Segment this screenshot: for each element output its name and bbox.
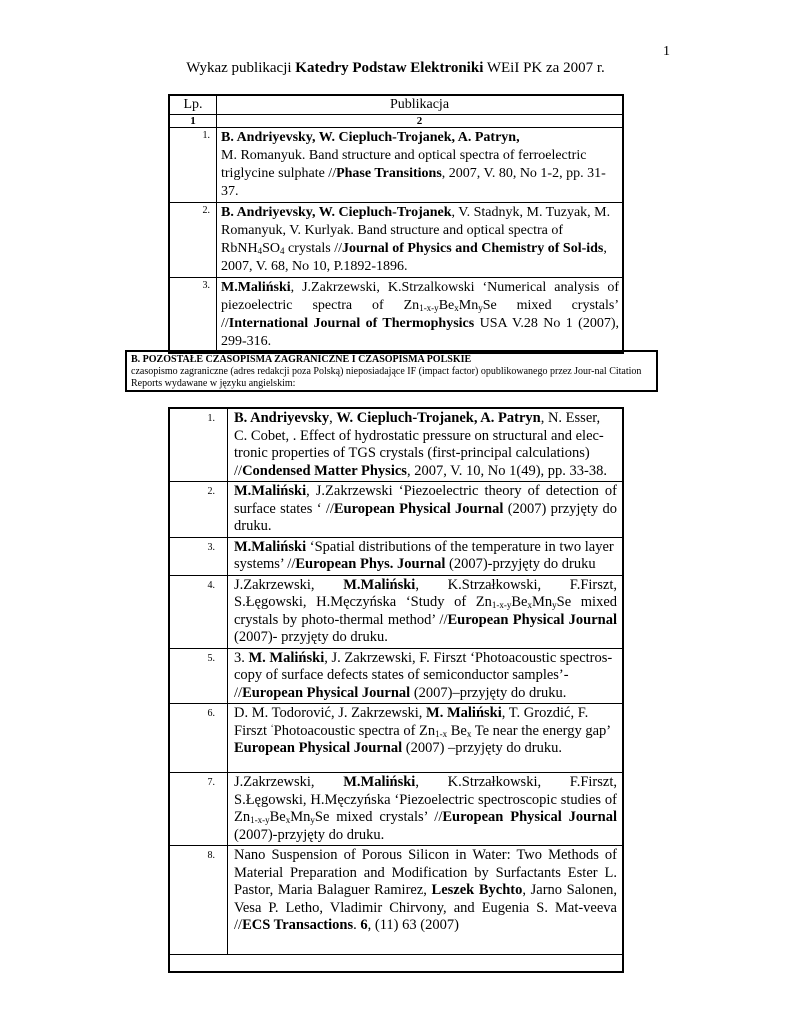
journal-name: International Journal of Thermophysics: [228, 316, 475, 331]
subscript: x: [285, 815, 291, 825]
entry-text: Mn: [458, 298, 479, 313]
row-number: 6.: [169, 704, 228, 773]
entry-text: , V. Stadnyk, M. Tuzyak, M. Romanyuk, V. Kurlyak. Band structure and optical spectra of RbNH: [221, 205, 611, 256]
authors: M.Maliński: [343, 576, 416, 593]
journal-name: European Physical Journal: [242, 684, 411, 701]
title-department: Katedry Podstaw Elektroniki: [295, 60, 484, 76]
subscript: x: [527, 600, 532, 610]
table-row: [169, 704, 623, 773]
table-empty-row: [169, 955, 623, 973]
entry-details: (2007)- przyjęty do druku.: [234, 629, 388, 645]
journal-name: European Physical Journal: [234, 740, 403, 756]
journal-name: European Physical Journal: [333, 500, 504, 517]
publication-entry: [217, 278, 624, 354]
entry-text: , J. Zakrzewski, F. Firszt ‘Photoacoustic spectros-copy of surface defects states of semiconductor samples’- //: [234, 649, 613, 701]
entry-details: (2007)–przyjęty do druku.: [410, 684, 567, 701]
table-row: [169, 846, 623, 955]
authors: M. Maliński: [426, 705, 502, 721]
publication-entry: [217, 128, 624, 203]
header-publication: Publikacja: [217, 95, 624, 115]
row-number: 8.: [169, 846, 228, 955]
subscript: y: [552, 600, 557, 610]
table-column-number-row: [169, 115, 623, 128]
subscript: x: [466, 728, 472, 739]
table-row: [169, 575, 623, 648]
row-number: 3.: [169, 278, 217, 354]
authors: Leszek Bychto: [431, 882, 523, 898]
journal-name: Phase Transitions: [336, 166, 442, 181]
publication-entry: [228, 648, 624, 704]
header-lp: Lp.: [169, 95, 217, 115]
table-row: [169, 203, 623, 278]
entry-text: Be: [269, 809, 286, 825]
publication-entry: [228, 773, 624, 846]
authors: B. Andriyevsky: [234, 410, 330, 426]
table-row: [169, 278, 623, 354]
publication-entry: [228, 846, 624, 955]
table-row: [169, 537, 623, 575]
volume-number: 6: [360, 917, 368, 933]
subscript: 1-x-y: [491, 600, 512, 610]
entry-details: (2007)-przyjęty do druku: [445, 556, 596, 572]
entry-text: J.Zakrzewski,: [234, 576, 344, 593]
publication-entry: [228, 575, 624, 648]
row-number: 7.: [169, 773, 228, 846]
entry-details: (2007) –przyjęty do druku.: [402, 740, 562, 756]
entry-text: ,: [329, 410, 337, 426]
subscript: 1-x-y: [250, 815, 270, 825]
authors: M.Maliński: [221, 280, 291, 295]
title-prefix: Wykaz publikacji: [186, 60, 292, 76]
entry-text: crystals //: [284, 241, 343, 256]
entry-text: SO: [262, 241, 280, 256]
entry-details: , 2007, V. 68, No 10, P.1892-1896.: [221, 241, 607, 274]
entry-text: Be: [447, 722, 467, 739]
entry-text: , K.Strzałkowski, F.Firszt, S.Łęgowski, H.Męczyńska ‘Study of Zn: [234, 576, 617, 610]
publication-entry: [228, 704, 624, 773]
entry-details: , 2007, V. 80, No 1-2, pp. 31-37.: [221, 166, 606, 199]
entry-text: Te near the energy gap’: [471, 722, 611, 739]
column-number-lp: 1: [169, 115, 217, 128]
entry-text: Se mixed crystals’ //: [314, 809, 443, 825]
title-suffix: WEiI PK za 2007 r.: [486, 60, 605, 76]
subscript: y: [310, 815, 315, 825]
section-b-description: czasopismo zagraniczne (adres redakcji poza Polską) nieposiadające IF (impact factor) opublikowanego przez Jour-nal Citation Reports wydawane w języku angielskim:: [131, 366, 642, 389]
subscript: 4: [257, 246, 263, 256]
publications-table-a: [168, 94, 624, 354]
row-number: 2.: [169, 482, 228, 538]
authors: M.Maliński: [343, 774, 416, 790]
journal-name: European Physical Journal: [442, 809, 617, 825]
journal-name: European Physical Journal: [447, 611, 617, 628]
entry-text: , T. Grozdić, F. Firszt: [234, 705, 589, 739]
entry-text: Nano Suspension of Porous Silicon in Water: Two Methods of Material Preparation and Modification by Surfactants Ester L. Pastor, Maria Balaguer Ramirez,: [234, 847, 617, 898]
page-number: 1: [663, 44, 670, 59]
subscript: 4: [279, 246, 285, 256]
entry-text: Be: [511, 594, 528, 610]
column-number-publication: 2: [217, 115, 624, 128]
entry-text: Be: [438, 298, 455, 313]
entry-text: , K.Strzałkowski, F.Firszt, S.Łęgowski, H.Męczyńska ‘Piezoelectric spectroscopic studies of Zn: [234, 774, 617, 825]
entry-text: Se mixed crystals’ //: [221, 298, 620, 331]
table-row: [169, 482, 623, 538]
authors: M.Maliński: [234, 483, 307, 499]
publications-table-b: [168, 407, 624, 973]
row-number: 3.: [169, 537, 228, 575]
subscript: 1-x-y: [419, 303, 439, 313]
authors: B. Andriyevsky, W. Ciepluch-Trojanek: [221, 205, 452, 220]
subscript: 1-x: [435, 728, 448, 739]
row-number: 4.: [169, 575, 228, 648]
journal-name: ECS Transactions: [242, 917, 354, 933]
entry-text: Se mixed crystals by photo-thermal method’ //: [234, 594, 617, 628]
entry-text: ‘Spatial distributions of the temperature in two layer systems’ //: [234, 538, 614, 572]
entry-text: , J.Zakrzewski ‘Piezoelectric theory of detection of surface states ‘ //: [234, 483, 617, 517]
entry-text: Photoacoustic spectra of Zn: [273, 722, 436, 739]
empty-cell: [169, 955, 623, 973]
row-number: 1.: [169, 408, 228, 482]
entry-details: USA V.28 No 1 (2007), 299-316.: [221, 316, 619, 349]
authors: M. Maliński: [248, 649, 325, 666]
entry-text: Mn: [290, 809, 311, 825]
entry-details: , (11) 63 (2007): [367, 917, 459, 933]
authors: M.Maliński: [234, 538, 307, 555]
row-number: 2.: [169, 203, 217, 278]
entry-text: 3.: [234, 649, 249, 666]
table-row: [169, 128, 623, 203]
authors: B. Andriyevsky, W. Ciepluch-Trojanek, A. Patryn,: [221, 130, 520, 145]
table-row: [169, 773, 623, 846]
publication-entry: [228, 537, 624, 575]
publication-entry: [228, 482, 624, 538]
publication-entry: [217, 203, 624, 278]
entry-text: , J.Zakrzewski, K.Strzalkowski ‘Numerical analysis of piezoelectric spectra of Zn: [221, 280, 619, 313]
section-b-title: B. POZOSTAŁE CZASOPISMA ZAGRANICZNE I CZASOPISMA POLSKIE: [131, 354, 472, 365]
entry-text: , Jarno Salonen, Vesa P. Letho, Vladimir Chirvony, and Eugenia S. Mat-veeva //: [234, 882, 617, 933]
authors: W. Ciepluch-Trojanek, A. Patryn: [336, 410, 541, 426]
section-b-header: [125, 350, 658, 392]
table-row: [169, 648, 623, 704]
entry-details: , 2007, V. 10, No 1(49), pp. 33-38.: [406, 462, 607, 479]
journal-name: European Phys. Journal: [295, 556, 446, 572]
journal-name: Journal of Physics and Chemistry of Sol-ids: [342, 241, 604, 256]
entry-text: D. M. Todorović, J. Zakrzewski,: [234, 705, 427, 721]
entry-text: .: [353, 917, 361, 933]
entry-text: J.Zakrzewski,: [234, 774, 344, 790]
row-number: 1.: [169, 128, 217, 203]
publication-entry: [228, 408, 624, 482]
row-number: 5.: [169, 648, 228, 704]
subscript: y: [478, 303, 483, 313]
table-row: [169, 408, 623, 482]
table-header-row: [169, 95, 623, 115]
entry-details: (2007)-przyjęty do druku.: [234, 826, 385, 843]
entry-text: , N. Esser, C. Cobet, . Effect of hydrostatic pressure on structural and elec-tronic properties of TGS crystals (first-principal calculations) //: [234, 410, 604, 479]
entry-details: (2007) przyjęty do druku.: [234, 500, 617, 534]
entry-text: M. Romanyuk. Band structure and optical spectra of ferroelectric triglycine sulphate //: [221, 148, 587, 181]
entry-text: Mn: [532, 594, 553, 610]
journal-name: Condensed Matter Physics: [242, 462, 407, 479]
superscript: ‘: [270, 722, 274, 733]
document-title: [0, 60, 791, 77]
subscript: x: [454, 303, 459, 313]
